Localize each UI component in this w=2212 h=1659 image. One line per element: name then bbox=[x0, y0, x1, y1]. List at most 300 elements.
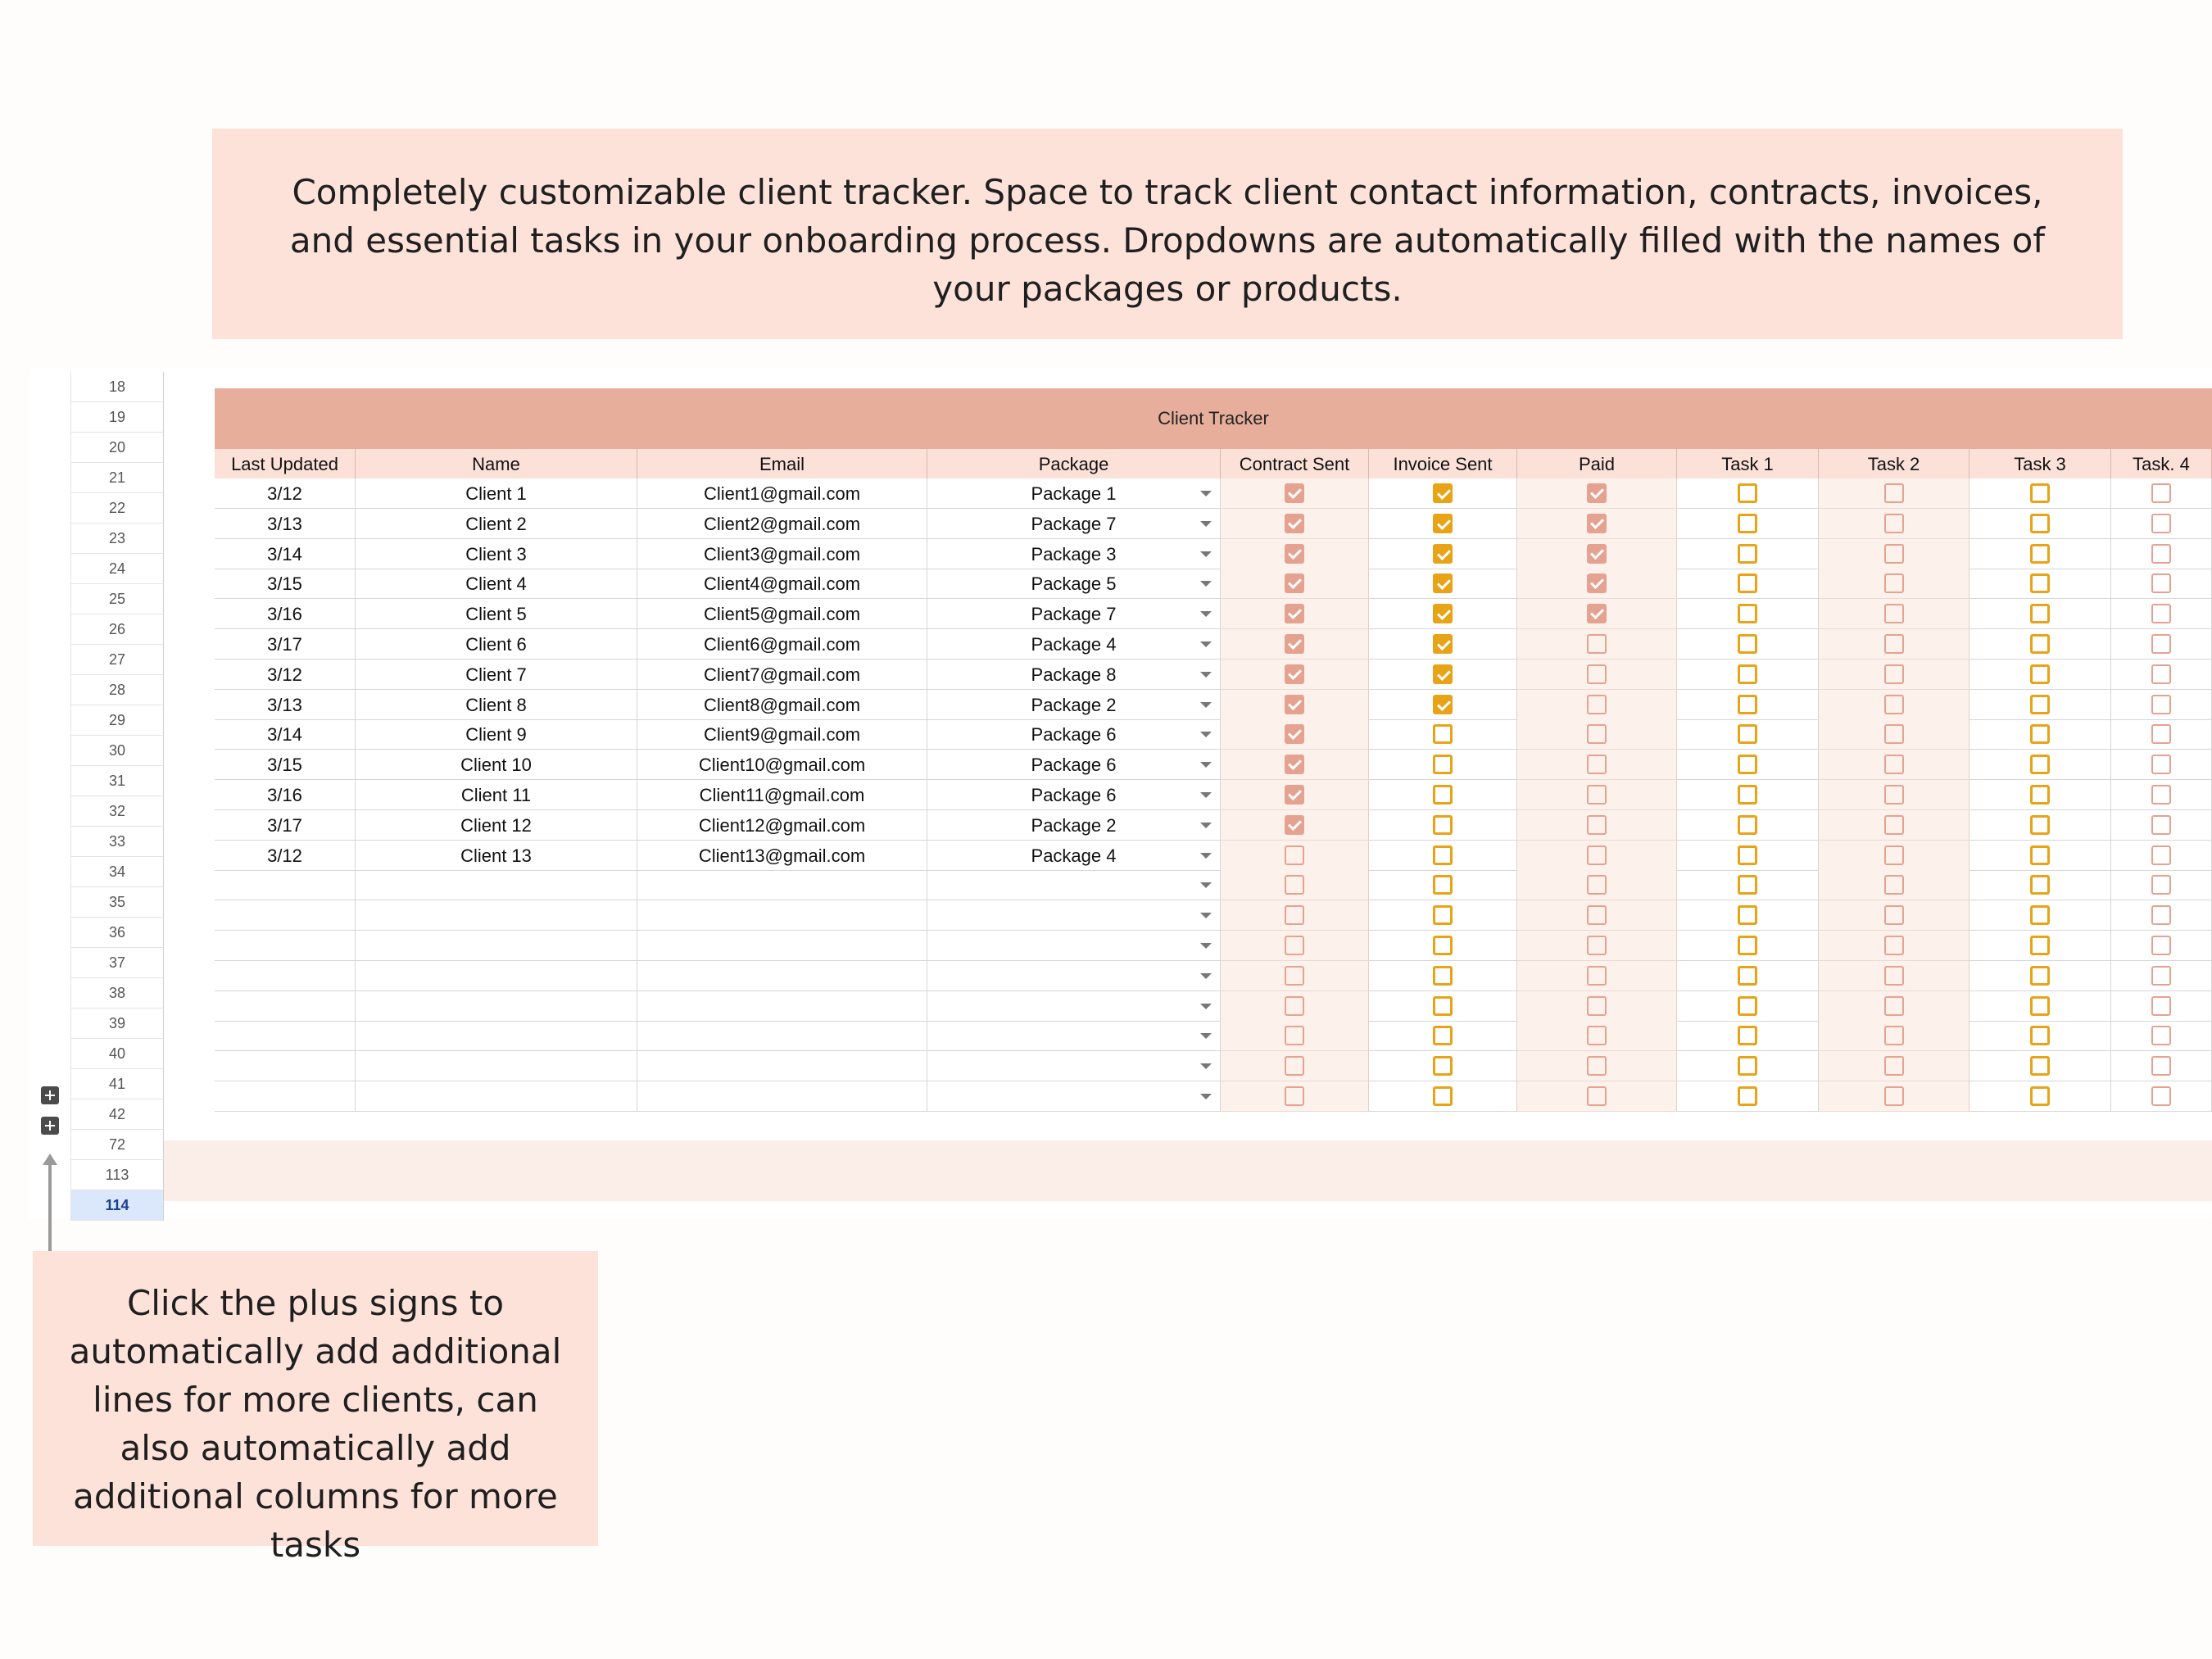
checkbox[interactable] bbox=[2151, 724, 2171, 744]
checkbox[interactable] bbox=[1433, 785, 1453, 805]
package-cell[interactable] bbox=[927, 1021, 1221, 1051]
checkbox[interactable] bbox=[1433, 634, 1453, 654]
checkbox[interactable] bbox=[1884, 1056, 1904, 1076]
email-cell[interactable] bbox=[637, 961, 927, 991]
column-header[interactable]: Task. 4 bbox=[2111, 449, 2212, 478]
checkbox[interactable] bbox=[1738, 1086, 1757, 1106]
name-cell[interactable] bbox=[356, 961, 637, 991]
updated-cell[interactable] bbox=[215, 660, 356, 690]
checkbox[interactable] bbox=[1587, 695, 1607, 714]
checkbox[interactable] bbox=[1587, 544, 1607, 564]
checkbox[interactable] bbox=[1433, 1086, 1453, 1106]
checkbox[interactable] bbox=[1738, 785, 1757, 805]
row-number[interactable]: 33 bbox=[70, 827, 164, 857]
checkbox[interactable] bbox=[1433, 695, 1453, 714]
updated-cell[interactable] bbox=[215, 1051, 356, 1081]
chevron-down-icon[interactable] bbox=[1200, 581, 1212, 587]
checkbox[interactable] bbox=[2151, 875, 2171, 895]
chevron-down-icon[interactable] bbox=[1200, 882, 1212, 888]
chevron-down-icon[interactable] bbox=[1200, 732, 1212, 737]
column-header[interactable]: Paid bbox=[1517, 449, 1677, 478]
email-cell[interactable] bbox=[637, 870, 927, 900]
checkbox[interactable] bbox=[1884, 664, 1904, 684]
updated-cell[interactable] bbox=[215, 629, 356, 660]
row-number[interactable]: 34 bbox=[70, 857, 164, 887]
checkbox[interactable] bbox=[1738, 936, 1757, 955]
package-cell[interactable] bbox=[927, 539, 1221, 569]
package-cell[interactable] bbox=[927, 841, 1221, 871]
checkbox[interactable] bbox=[1884, 755, 1904, 774]
checkbox-cell bbox=[1517, 841, 1677, 871]
updated-cell[interactable] bbox=[215, 599, 356, 629]
name-cell[interactable] bbox=[356, 478, 637, 509]
name-cell[interactable] bbox=[356, 1051, 637, 1081]
checkbox[interactable] bbox=[1738, 755, 1757, 774]
checkbox[interactable] bbox=[1587, 664, 1607, 684]
checkbox[interactable] bbox=[2030, 845, 2050, 865]
checkbox[interactable] bbox=[1433, 514, 1453, 533]
row-number[interactable]: 28 bbox=[70, 675, 164, 705]
checkbox[interactable] bbox=[1433, 664, 1453, 684]
column-header[interactable]: Task 3 bbox=[1969, 449, 2111, 478]
email-cell[interactable] bbox=[637, 841, 927, 871]
checkbox[interactable] bbox=[1433, 1056, 1453, 1076]
email-cell[interactable] bbox=[637, 900, 927, 931]
checkbox[interactable] bbox=[1285, 483, 1304, 503]
checkbox[interactable] bbox=[1884, 695, 1904, 714]
checkbox[interactable] bbox=[1285, 815, 1304, 835]
checkbox[interactable] bbox=[2151, 1086, 2171, 1106]
package-cell[interactable] bbox=[927, 810, 1221, 841]
updated-cell[interactable] bbox=[215, 931, 356, 961]
checkbox[interactable] bbox=[1738, 845, 1757, 865]
email-cell[interactable] bbox=[637, 719, 927, 750]
chevron-down-icon[interactable] bbox=[1200, 792, 1212, 798]
checkbox[interactable] bbox=[1587, 604, 1607, 623]
email-cell[interactable] bbox=[637, 750, 927, 780]
column-header[interactable]: Task 2 bbox=[1819, 449, 1969, 478]
expand-columns-plus-icon[interactable] bbox=[41, 1117, 59, 1135]
checkbox[interactable] bbox=[1285, 634, 1304, 654]
updated-cell[interactable] bbox=[215, 1021, 356, 1051]
email-cell[interactable] bbox=[637, 509, 927, 539]
package-cell[interactable] bbox=[927, 961, 1221, 991]
checkbox[interactable] bbox=[1884, 966, 1904, 986]
checkbox[interactable] bbox=[1433, 966, 1453, 986]
checkbox[interactable] bbox=[1738, 905, 1757, 925]
checkbox[interactable] bbox=[1285, 1086, 1304, 1106]
checkbox[interactable] bbox=[2151, 845, 2171, 865]
updated-cell[interactable] bbox=[215, 1081, 356, 1112]
updated-cell[interactable] bbox=[215, 870, 356, 900]
checkbox[interactable] bbox=[1738, 1026, 1757, 1045]
checkbox[interactable] bbox=[2030, 634, 2050, 654]
checkbox[interactable] bbox=[2151, 544, 2171, 564]
row-number[interactable]: 32 bbox=[70, 796, 164, 827]
checkbox[interactable] bbox=[1587, 845, 1607, 865]
row-number[interactable]: 41 bbox=[70, 1069, 164, 1099]
column-header[interactable]: Task 1 bbox=[1677, 449, 1819, 478]
checkbox[interactable] bbox=[2030, 936, 2050, 955]
checkbox[interactable] bbox=[1433, 755, 1453, 774]
chevron-down-icon[interactable] bbox=[1200, 702, 1212, 708]
updated-cell[interactable] bbox=[215, 719, 356, 750]
updated-cell[interactable] bbox=[215, 780, 356, 810]
package-cell[interactable] bbox=[927, 719, 1221, 750]
chevron-down-icon[interactable] bbox=[1200, 1063, 1212, 1069]
row-number[interactable]: 23 bbox=[70, 524, 164, 554]
checkbox[interactable] bbox=[1285, 695, 1304, 714]
name-cell[interactable] bbox=[356, 931, 637, 961]
row-number[interactable]: 113 bbox=[70, 1160, 164, 1190]
checkbox[interactable] bbox=[2030, 815, 2050, 835]
package-cell[interactable] bbox=[927, 1051, 1221, 1081]
checkbox[interactable] bbox=[1884, 875, 1904, 895]
checkbox[interactable] bbox=[1285, 996, 1304, 1016]
row-number[interactable]: 24 bbox=[70, 554, 164, 584]
email-cell[interactable] bbox=[637, 539, 927, 569]
updated-cell[interactable] bbox=[215, 841, 356, 871]
checkbox[interactable] bbox=[1587, 966, 1607, 986]
name-cell[interactable] bbox=[356, 870, 637, 900]
checkbox[interactable] bbox=[2151, 604, 2171, 623]
row-number[interactable]: 21 bbox=[70, 463, 164, 493]
checkbox[interactable] bbox=[1738, 996, 1757, 1016]
checkbox[interactable] bbox=[1884, 936, 1904, 955]
row-number[interactable]: 31 bbox=[70, 766, 164, 796]
checkbox[interactable] bbox=[1433, 604, 1453, 623]
email-cell[interactable] bbox=[637, 991, 927, 1022]
checkbox[interactable] bbox=[2030, 755, 2050, 774]
checkbox[interactable] bbox=[2030, 1086, 2050, 1106]
checkbox[interactable] bbox=[1433, 905, 1453, 925]
package-cell[interactable] bbox=[927, 870, 1221, 900]
checkbox[interactable] bbox=[2151, 695, 2171, 714]
row-number[interactable]: 29 bbox=[70, 705, 164, 736]
checkbox[interactable] bbox=[2030, 695, 2050, 714]
name-cell[interactable] bbox=[356, 539, 637, 569]
checkbox[interactable] bbox=[2151, 755, 2171, 774]
package-cell[interactable] bbox=[927, 780, 1221, 810]
checkbox[interactable] bbox=[2030, 573, 2050, 593]
checkbox[interactable] bbox=[2030, 664, 2050, 684]
checkbox-cell bbox=[2111, 810, 2212, 841]
package-cell[interactable] bbox=[927, 900, 1221, 931]
checkbox[interactable] bbox=[1738, 483, 1757, 503]
checkbox[interactable] bbox=[1587, 634, 1607, 654]
checkbox[interactable] bbox=[1587, 996, 1607, 1016]
checkbox[interactable] bbox=[2151, 936, 2171, 955]
column-header[interactable]: Name bbox=[356, 449, 637, 478]
chevron-down-icon[interactable] bbox=[1200, 521, 1212, 527]
checkbox[interactable] bbox=[1433, 815, 1453, 835]
checkbox[interactable] bbox=[2151, 996, 2171, 1016]
chevron-down-icon[interactable] bbox=[1200, 913, 1212, 918]
checkbox[interactable] bbox=[1433, 483, 1453, 503]
checkbox[interactable] bbox=[1884, 483, 1904, 503]
row-number[interactable]: 22 bbox=[70, 493, 164, 524]
checkbox[interactable] bbox=[2030, 875, 2050, 895]
checkbox[interactable] bbox=[1738, 604, 1757, 623]
chevron-down-icon[interactable] bbox=[1200, 672, 1212, 678]
email-cell[interactable] bbox=[637, 1081, 927, 1112]
row-number[interactable]: 18 bbox=[70, 372, 164, 402]
updated-cell[interactable] bbox=[215, 750, 356, 780]
row-number[interactable]: 40 bbox=[70, 1039, 164, 1069]
checkbox[interactable] bbox=[2030, 966, 2050, 986]
checkbox-cell bbox=[1517, 1081, 1677, 1112]
package-cell[interactable] bbox=[927, 660, 1221, 690]
checkbox[interactable] bbox=[2151, 483, 2171, 503]
email-cell[interactable] bbox=[637, 478, 927, 509]
row-number[interactable]: 35 bbox=[70, 887, 164, 918]
checkbox[interactable] bbox=[2151, 1026, 2171, 1045]
name-cell[interactable] bbox=[356, 599, 637, 629]
row-number[interactable]: 114 bbox=[70, 1190, 164, 1221]
checkbox[interactable] bbox=[1884, 634, 1904, 654]
name-cell[interactable] bbox=[356, 780, 637, 810]
name-cell[interactable] bbox=[356, 1081, 637, 1112]
checkbox[interactable] bbox=[1285, 1026, 1304, 1045]
name-cell[interactable] bbox=[356, 509, 637, 539]
name-cell[interactable] bbox=[356, 900, 637, 931]
checkbox[interactable] bbox=[1884, 544, 1904, 564]
checkbox[interactable] bbox=[1587, 905, 1607, 925]
checkbox[interactable] bbox=[1587, 724, 1607, 744]
package-cell[interactable] bbox=[927, 750, 1221, 780]
chevron-down-icon[interactable] bbox=[1200, 551, 1212, 557]
package-cell[interactable] bbox=[927, 569, 1221, 599]
checkbox[interactable] bbox=[1738, 724, 1757, 744]
email-cell[interactable] bbox=[637, 780, 927, 810]
checkbox[interactable] bbox=[1738, 544, 1757, 564]
package-cell[interactable] bbox=[927, 599, 1221, 629]
checkbox[interactable] bbox=[1738, 514, 1757, 533]
updated-cell[interactable] bbox=[215, 961, 356, 991]
row-number[interactable]: 38 bbox=[70, 978, 164, 1009]
checkbox[interactable] bbox=[1884, 514, 1904, 533]
column-header[interactable]: Contract Sent bbox=[1221, 449, 1369, 478]
checkbox[interactable] bbox=[1738, 634, 1757, 654]
checkbox[interactable] bbox=[1285, 905, 1304, 925]
name-cell[interactable] bbox=[356, 991, 637, 1022]
package-cell[interactable] bbox=[927, 629, 1221, 660]
checkbox[interactable] bbox=[1587, 755, 1607, 774]
email-cell[interactable] bbox=[637, 569, 927, 599]
updated-cell[interactable] bbox=[215, 478, 356, 509]
name-cell[interactable] bbox=[356, 750, 637, 780]
checkbox[interactable] bbox=[2030, 544, 2050, 564]
row-number[interactable]: 42 bbox=[70, 1099, 164, 1130]
updated-cell[interactable] bbox=[215, 539, 356, 569]
row-number[interactable]: 19 bbox=[70, 402, 164, 433]
checkbox[interactable] bbox=[2151, 634, 2171, 654]
column-header[interactable]: Invoice Sent bbox=[1369, 449, 1517, 478]
checkbox[interactable] bbox=[1884, 1026, 1904, 1045]
checkbox[interactable] bbox=[1738, 664, 1757, 684]
checkbox[interactable] bbox=[2030, 604, 2050, 623]
checkbox[interactable] bbox=[1433, 544, 1453, 564]
package-cell[interactable] bbox=[927, 931, 1221, 961]
row-number[interactable]: 39 bbox=[70, 1009, 164, 1039]
checkbox[interactable] bbox=[2151, 966, 2171, 986]
checkbox[interactable] bbox=[1285, 544, 1304, 564]
checkbox[interactable] bbox=[2030, 1026, 2050, 1045]
row-number[interactable]: 26 bbox=[70, 614, 164, 645]
name-cell[interactable] bbox=[356, 719, 637, 750]
chevron-down-icon[interactable] bbox=[1200, 853, 1212, 859]
checkbox[interactable] bbox=[1587, 573, 1607, 593]
checkbox[interactable] bbox=[1738, 875, 1757, 895]
checkbox[interactable] bbox=[1587, 1056, 1607, 1076]
checkbox[interactable] bbox=[1433, 936, 1453, 955]
column-header[interactable]: Package bbox=[927, 449, 1221, 478]
checkbox[interactable] bbox=[1285, 514, 1304, 533]
checkbox[interactable] bbox=[1587, 1026, 1607, 1045]
checkbox[interactable] bbox=[2030, 996, 2050, 1016]
email-cell[interactable] bbox=[637, 660, 927, 690]
checkbox[interactable] bbox=[2151, 664, 2171, 684]
checkbox-cell bbox=[1221, 780, 1369, 810]
checkbox[interactable] bbox=[2151, 905, 2171, 925]
checkbox[interactable] bbox=[2151, 1056, 2171, 1076]
checkbox[interactable] bbox=[1433, 573, 1453, 593]
checkbox[interactable] bbox=[1433, 875, 1453, 895]
checkbox[interactable] bbox=[1587, 936, 1607, 955]
row-number[interactable]: 72 bbox=[70, 1130, 164, 1160]
updated-cell[interactable] bbox=[215, 991, 356, 1022]
checkbox[interactable] bbox=[1738, 1056, 1757, 1076]
checkbox[interactable] bbox=[1285, 1056, 1304, 1076]
checkbox[interactable] bbox=[1433, 724, 1453, 744]
checkbox[interactable] bbox=[1738, 966, 1757, 986]
checkbox[interactable] bbox=[1433, 845, 1453, 865]
email-cell[interactable] bbox=[637, 931, 927, 961]
chevron-down-icon[interactable] bbox=[1200, 762, 1212, 768]
checkbox[interactable] bbox=[2030, 905, 2050, 925]
checkbox[interactable] bbox=[1285, 573, 1304, 593]
checkbox[interactable] bbox=[1884, 815, 1904, 835]
chevron-down-icon[interactable] bbox=[1200, 1004, 1212, 1009]
checkbox[interactable] bbox=[1884, 573, 1904, 593]
updated-cell[interactable] bbox=[215, 569, 356, 599]
chevron-down-icon[interactable] bbox=[1200, 943, 1212, 949]
chevron-down-icon[interactable] bbox=[1200, 641, 1212, 647]
checkbox[interactable] bbox=[1587, 875, 1607, 895]
checkbox[interactable] bbox=[1285, 966, 1304, 986]
package-cell[interactable] bbox=[927, 991, 1221, 1022]
column-header[interactable]: Email bbox=[637, 449, 927, 478]
name-cell[interactable] bbox=[356, 1021, 637, 1051]
checkbox[interactable] bbox=[1285, 755, 1304, 774]
checkbox[interactable] bbox=[1738, 573, 1757, 593]
checkbox[interactable] bbox=[1587, 483, 1607, 503]
row-number[interactable]: 37 bbox=[70, 948, 164, 978]
chevron-down-icon[interactable] bbox=[1200, 823, 1212, 828]
email-cell[interactable] bbox=[637, 810, 927, 841]
checkbox-cell bbox=[1819, 931, 1969, 961]
row-number[interactable]: 20 bbox=[70, 433, 164, 463]
name-cell[interactable] bbox=[356, 841, 637, 871]
checkbox[interactable] bbox=[1884, 905, 1904, 925]
updated-cell[interactable] bbox=[215, 509, 356, 539]
checkbox[interactable] bbox=[1285, 724, 1304, 744]
updated-cell[interactable] bbox=[215, 900, 356, 931]
checkbox[interactable] bbox=[1738, 695, 1757, 714]
chevron-down-icon[interactable] bbox=[1200, 491, 1212, 496]
checkbox[interactable] bbox=[2151, 514, 2171, 533]
updated-cell[interactable] bbox=[215, 810, 356, 841]
updated-value: 3/12 bbox=[267, 664, 302, 685]
checkbox[interactable] bbox=[2151, 573, 2171, 593]
checkbox[interactable] bbox=[1285, 875, 1304, 895]
checkbox[interactable] bbox=[1433, 996, 1453, 1016]
package-cell[interactable] bbox=[927, 690, 1221, 720]
checkbox[interactable] bbox=[1285, 936, 1304, 955]
row-number[interactable]: 36 bbox=[70, 918, 164, 948]
checkbox[interactable] bbox=[1884, 785, 1904, 805]
checkbox[interactable] bbox=[2030, 785, 2050, 805]
expand-rows-plus-icon[interactable] bbox=[41, 1086, 59, 1104]
updated-cell[interactable] bbox=[215, 690, 356, 720]
package-cell[interactable] bbox=[927, 509, 1221, 539]
checkbox[interactable] bbox=[1587, 514, 1607, 533]
package-cell[interactable] bbox=[927, 1081, 1221, 1112]
checkbox[interactable] bbox=[2030, 1056, 2050, 1076]
email-cell[interactable] bbox=[637, 1051, 927, 1081]
name-cell[interactable] bbox=[356, 660, 637, 690]
checkbox[interactable] bbox=[2030, 514, 2050, 533]
name-cell[interactable] bbox=[356, 629, 637, 660]
checkbox[interactable] bbox=[2151, 785, 2171, 805]
checkbox[interactable] bbox=[1884, 845, 1904, 865]
checkbox[interactable] bbox=[1285, 785, 1304, 805]
checkbox[interactable] bbox=[1587, 785, 1607, 805]
name-cell[interactable] bbox=[356, 569, 637, 599]
row-number[interactable]: 30 bbox=[70, 736, 164, 766]
email-cell[interactable] bbox=[637, 599, 927, 629]
checkbox[interactable] bbox=[2030, 724, 2050, 744]
email-cell[interactable] bbox=[637, 629, 927, 660]
checkbox[interactable] bbox=[1285, 664, 1304, 684]
chevron-down-icon[interactable] bbox=[1200, 611, 1212, 617]
checkbox[interactable] bbox=[1884, 724, 1904, 744]
checkbox-cell bbox=[1369, 841, 1517, 871]
checkbox[interactable] bbox=[1884, 604, 1904, 623]
checkbox[interactable] bbox=[1884, 1086, 1904, 1106]
row-number[interactable]: 25 bbox=[70, 584, 164, 614]
checkbox[interactable] bbox=[1587, 1086, 1607, 1106]
row-number[interactable]: 27 bbox=[70, 645, 164, 675]
email-cell[interactable] bbox=[637, 1021, 927, 1051]
checkbox[interactable] bbox=[1285, 845, 1304, 865]
column-header[interactable]: Last Updated bbox=[215, 449, 356, 478]
checkbox[interactable] bbox=[1433, 1026, 1453, 1045]
checkbox[interactable] bbox=[1884, 996, 1904, 1016]
name-cell[interactable] bbox=[356, 810, 637, 841]
checkbox[interactable] bbox=[2030, 483, 2050, 503]
name-cell[interactable] bbox=[356, 690, 637, 720]
checkbox[interactable] bbox=[1738, 815, 1757, 835]
package-cell[interactable] bbox=[927, 478, 1221, 509]
checkbox[interactable] bbox=[1285, 604, 1304, 623]
checkbox[interactable] bbox=[1587, 815, 1607, 835]
email-cell[interactable] bbox=[637, 690, 927, 720]
chevron-down-icon[interactable] bbox=[1200, 973, 1212, 979]
checkbox[interactable] bbox=[2151, 815, 2171, 835]
chevron-down-icon[interactable] bbox=[1200, 1094, 1212, 1099]
chevron-down-icon[interactable] bbox=[1200, 1033, 1212, 1039]
